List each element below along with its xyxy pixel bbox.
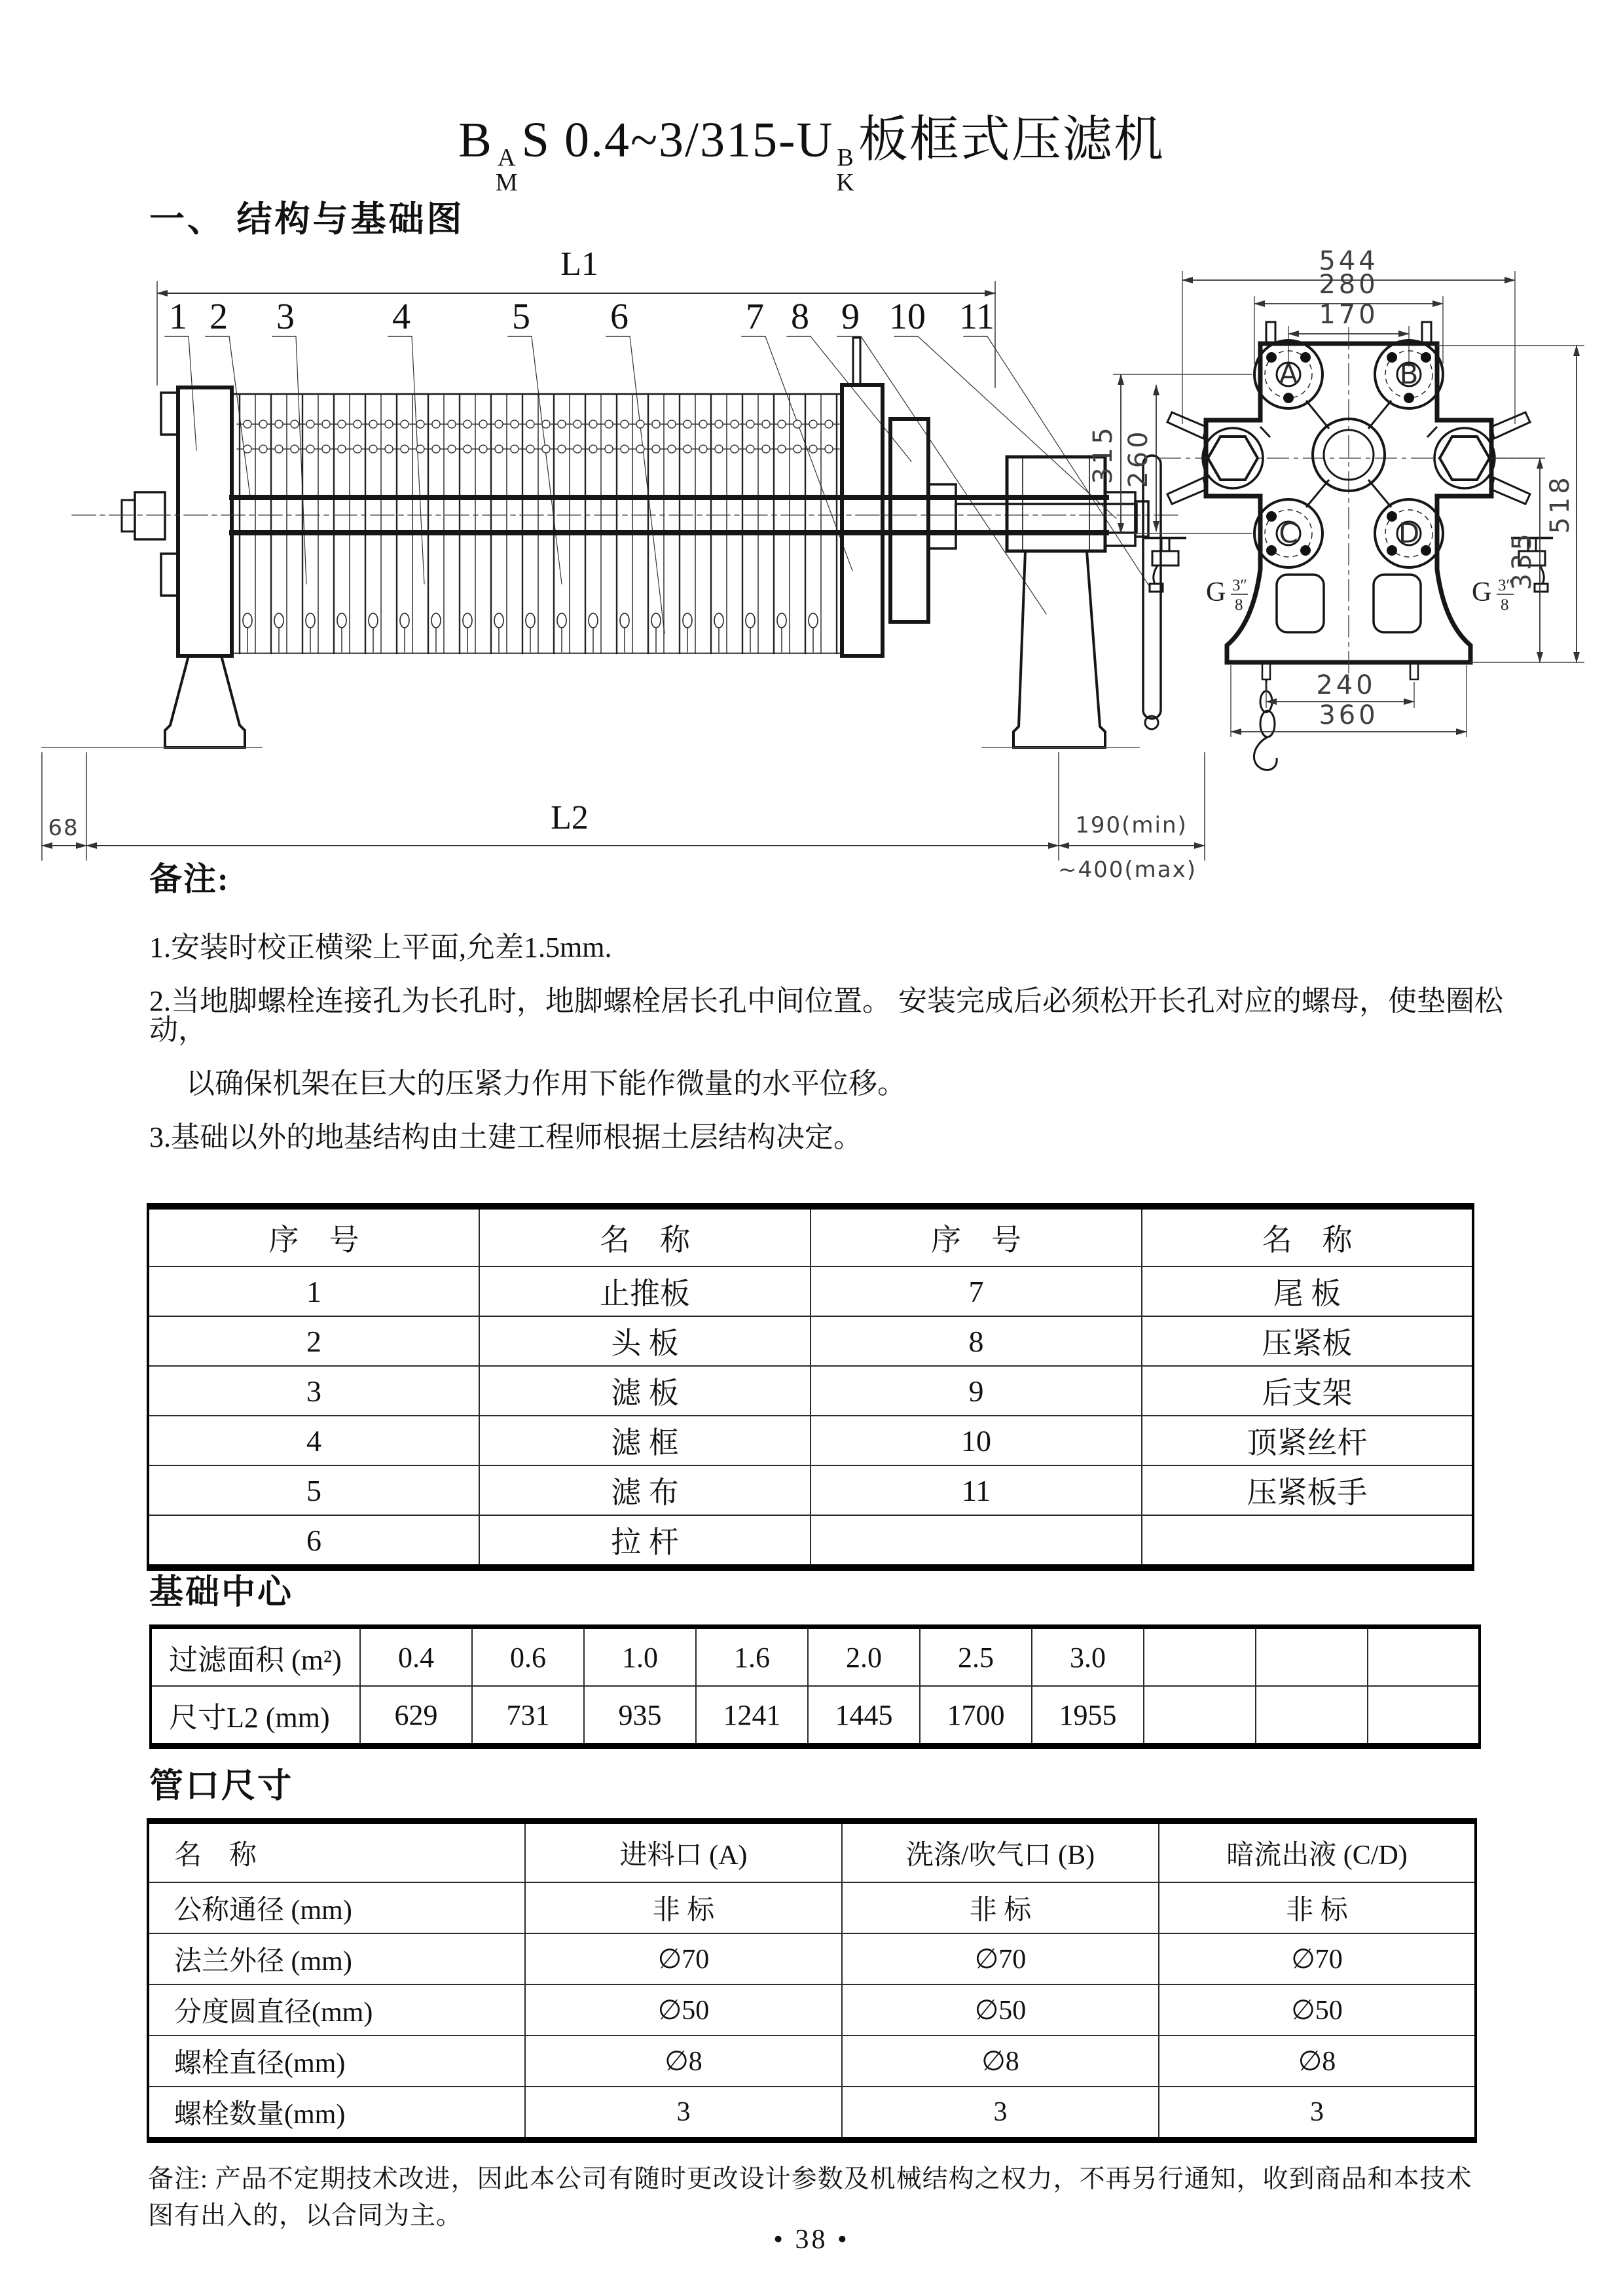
port-d-label: D bbox=[1398, 517, 1420, 549]
plate-stack bbox=[240, 394, 837, 653]
pipe-header-cell: 进料口 (A) bbox=[525, 1821, 842, 1883]
note-3: 3.基础以外的地基结构由土建工程师根据土层结构决定。 bbox=[149, 1121, 862, 1153]
model-prefix-stack: A M bbox=[495, 144, 519, 196]
svg-text:G: G bbox=[1472, 577, 1492, 607]
foundation-center-table bbox=[149, 1624, 1481, 1749]
tail-plate bbox=[842, 385, 883, 656]
compression-plate bbox=[890, 419, 928, 622]
part-label-5: 5 bbox=[512, 296, 530, 337]
table-row: 3 滤 板 9 后支架 bbox=[148, 1366, 1473, 1416]
port-flange-a bbox=[1254, 340, 1322, 408]
svg-text:8: 8 bbox=[1501, 596, 1509, 614]
pipe-header-cell: 暗流出液 (C/D) bbox=[1159, 1821, 1476, 1883]
foot-window-left bbox=[1277, 575, 1324, 632]
port-a-label: A bbox=[1279, 358, 1298, 390]
parts-header-row bbox=[148, 1206, 1473, 1266]
foundation-center-heading: 基础中心 bbox=[149, 1574, 294, 1611]
thrust-plate bbox=[178, 387, 232, 656]
section-heading: 一、 结构与基础图 bbox=[149, 200, 465, 239]
dim-315-label: 315 bbox=[1088, 424, 1118, 484]
page-title bbox=[0, 99, 1623, 195]
table-row: 1 止推板 7 尾 板 bbox=[148, 1266, 1473, 1316]
end-view-top-dims bbox=[1319, 249, 1378, 330]
port-b-label: B bbox=[1399, 358, 1419, 390]
table-row: 尺寸L2 (mm) 629 731 935 1241 1445 1700 1955 bbox=[151, 1686, 1480, 1746]
filter-press-machine bbox=[42, 338, 1178, 747]
port-flange-b bbox=[1375, 340, 1443, 408]
parts-table bbox=[147, 1203, 1474, 1571]
note-2: 2.当地脚螺栓连接孔为长孔时，地脚螺栓居长孔中间位置。 安装完成后必须松开长孔对应的螺母，使垫圈松动， bbox=[149, 985, 1503, 1046]
table-row: 4 滤 框 10 顶紧丝杆 bbox=[148, 1416, 1473, 1465]
port-flange-d bbox=[1375, 499, 1443, 567]
part-label-11: 11 bbox=[959, 296, 994, 337]
screw-rod bbox=[956, 504, 1137, 533]
part-label-9: 9 bbox=[841, 296, 860, 337]
part-label-7: 7 bbox=[746, 296, 764, 337]
table-row: 分度圆直径(mm) ∅50 ∅50 ∅50 bbox=[148, 1984, 1476, 2036]
dim-360-label: 360 bbox=[1319, 700, 1379, 730]
end-view-drawing bbox=[1088, 249, 1584, 770]
dim-240-label: 240 bbox=[1316, 670, 1376, 700]
part-number-labels bbox=[165, 296, 1150, 634]
dim-280-label: 280 bbox=[1319, 270, 1379, 300]
part-label-6: 6 bbox=[610, 296, 629, 337]
table-row: 法兰外径 (mm) ∅70 ∅70 ∅70 bbox=[148, 1933, 1476, 1984]
dim-335-label: 335 bbox=[1507, 530, 1537, 590]
table-row: 公称通径 (mm) 非 标 非 标 非 标 bbox=[148, 1882, 1476, 1933]
svg-text:8: 8 bbox=[1235, 596, 1243, 614]
dim-260-label: 260 bbox=[1123, 428, 1154, 488]
hex-lug-left bbox=[1167, 412, 1263, 504]
notes-heading: 备注: bbox=[149, 861, 230, 897]
structure-foundation-figure bbox=[0, 249, 1623, 916]
chain-hook-icon bbox=[1254, 679, 1277, 770]
dim-190min-label: 190(min) bbox=[1075, 812, 1188, 838]
dim-170-label: 170 bbox=[1319, 300, 1379, 330]
table-row: 5 滤 布 11 压紧板手 bbox=[148, 1465, 1473, 1515]
dim-l2-label: L2 bbox=[551, 799, 589, 836]
notes-block bbox=[149, 863, 1511, 1177]
pipe-size-heading: 管口尺寸 bbox=[149, 1768, 294, 1805]
pipe-header-row bbox=[148, 1821, 1476, 1883]
port-flange-c bbox=[1254, 499, 1322, 567]
drain-cock-left-icon bbox=[1144, 538, 1186, 592]
table-row: 螺栓直径(mm) ∅8 ∅8 ∅8 bbox=[148, 2036, 1476, 2087]
pipe-header-cell: 名 称 bbox=[148, 1821, 525, 1883]
svg-text:G: G bbox=[1206, 577, 1226, 607]
footer-note: 备注: 产品不定期技术改进，因此本公司有随时更改设计参数及机械结构之权力，不再另行通知，收到商品和本技术图有出入的，以合同为主。 bbox=[148, 2165, 1472, 2230]
part-label-3: 3 bbox=[276, 296, 295, 337]
dim-l1-label: L1 bbox=[560, 249, 598, 283]
part-label-4: 4 bbox=[392, 296, 410, 337]
parts-header-cell: 序 号 bbox=[811, 1206, 1142, 1266]
parts-header-cell: 名 称 bbox=[1142, 1206, 1473, 1266]
thread-label-left bbox=[1206, 577, 1248, 614]
note-2-cont: 以确保机架在巨大的压紧力作用下能作微量的水平位移。 bbox=[186, 1067, 906, 1100]
pipe-header-cell: 洗涤/吹气口 (B) bbox=[842, 1821, 1159, 1883]
table-row: 过滤面积 (m²) 0.4 0.6 1.0 1.6 2.0 2.5 3.0 bbox=[151, 1627, 1480, 1687]
port-c-label: C bbox=[1279, 517, 1298, 549]
part-label-10: 10 bbox=[889, 296, 926, 337]
leader-lines bbox=[165, 336, 1150, 634]
parts-header-cell: 名 称 bbox=[479, 1206, 811, 1266]
table-row: 2 头 板 8 压紧板 bbox=[148, 1316, 1473, 1366]
dim-518-label: 518 bbox=[1545, 474, 1575, 534]
parts-header-cell: 序 号 bbox=[148, 1206, 479, 1266]
page-number: • 38 • bbox=[773, 2225, 850, 2255]
dim-400max-label: ~400(max) bbox=[1058, 857, 1197, 883]
side-view-drawing bbox=[42, 249, 1205, 883]
dim-68-label: 68 bbox=[48, 815, 79, 841]
svg-text:3″: 3″ bbox=[1232, 577, 1247, 594]
model-mid: S 0.4~3/315-U bbox=[521, 113, 834, 168]
press-handle bbox=[1143, 456, 1161, 719]
rear-leg bbox=[1013, 551, 1105, 747]
part-label-1: 1 bbox=[169, 296, 187, 337]
foot-window-right bbox=[1374, 575, 1421, 632]
pipe-size-table bbox=[147, 1818, 1477, 2143]
table-row: 螺栓数量(mm) 3 3 3 bbox=[148, 2087, 1476, 2140]
table-row: 6 拉 杆 bbox=[148, 1515, 1473, 1568]
dim-544-label: 544 bbox=[1319, 249, 1379, 276]
part-label-8: 8 bbox=[791, 296, 809, 337]
model-suffix-stack: B K bbox=[836, 144, 856, 196]
front-leg bbox=[165, 656, 245, 747]
svg-text:3″: 3″ bbox=[1498, 577, 1513, 594]
model-prefix: B bbox=[458, 113, 493, 168]
note-1: 1.安装时校正横梁上平面,允差1.5mm. bbox=[149, 931, 612, 963]
part-label-2: 2 bbox=[210, 296, 228, 337]
product-name: 板框式压滤机 bbox=[858, 113, 1165, 168]
